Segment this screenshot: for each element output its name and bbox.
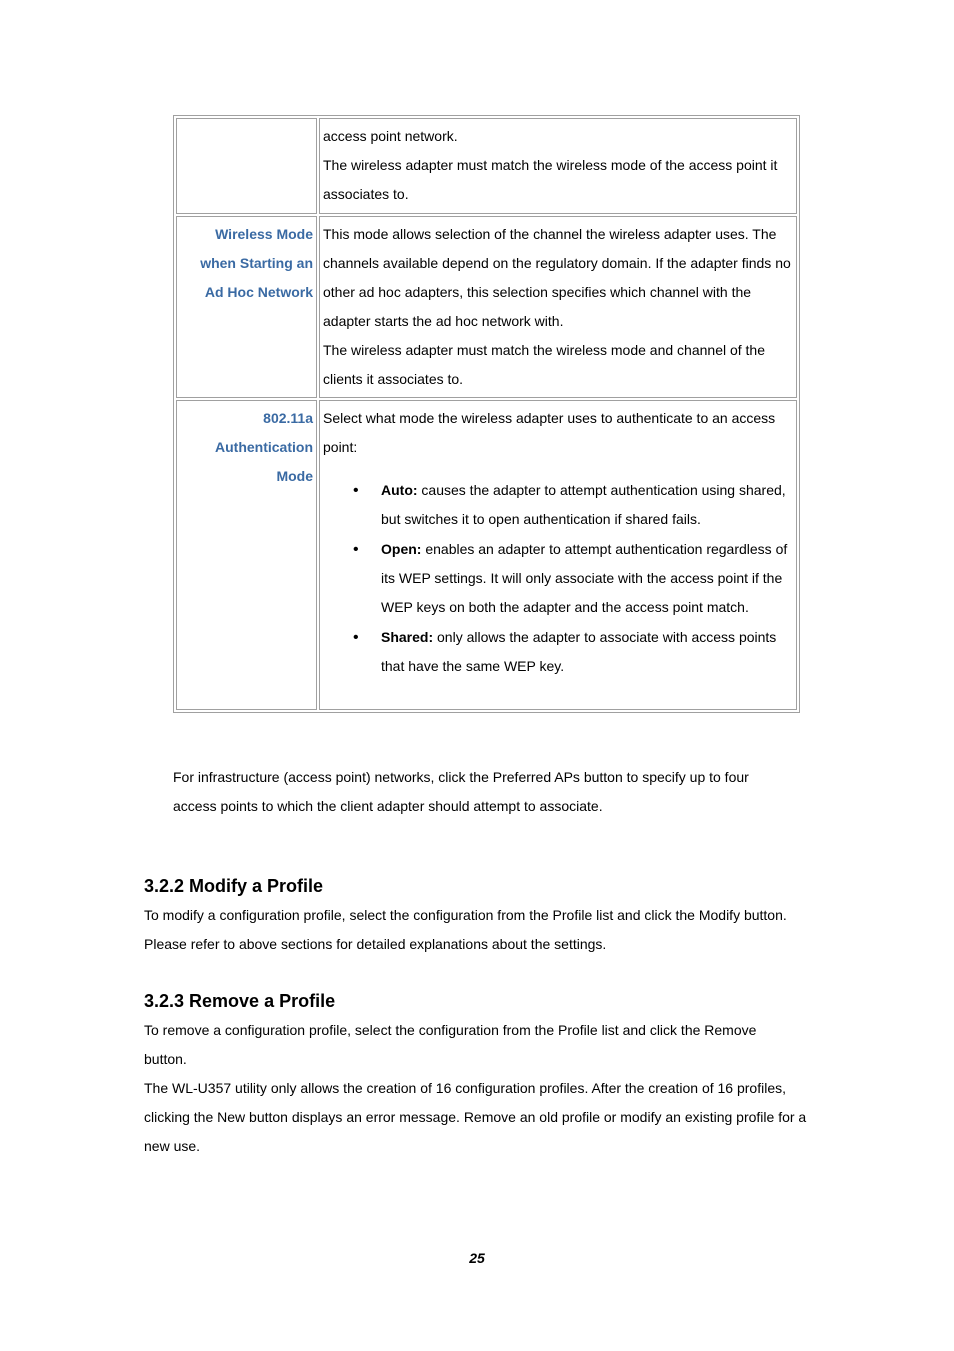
bullet-term: Open: xyxy=(381,541,422,557)
row-description xyxy=(319,118,797,214)
auth-mode-list xyxy=(323,476,793,681)
label-line: 802.11a xyxy=(263,410,313,426)
row-description xyxy=(319,400,797,710)
description-intro: Select what mode the wireless adapter uses to authenticate to an access point: xyxy=(323,410,776,455)
profile-limit-text: The WL-U357 utility only allows the creation of 16 configuration profiles. After the creation of 16 profiles, clicking the New button displays an error message. Remove an old profile or modify an existing profile for a new use. xyxy=(144,1080,807,1154)
description-paragraph: This mode allows selection of the channel the wireless adapter uses. The channels available depend on the regulatory domain. If the adapter finds no other ad hoc adapters, this selection specifies which channel with the adapter starts the ad hoc network with. xyxy=(323,226,791,329)
label-line: when Starting an xyxy=(200,255,313,271)
description-paragraph: The wireless adapter must match the wireless mode and channel of the clients it associates to. xyxy=(323,342,766,387)
row-label xyxy=(176,118,317,214)
bullet-text: only allows the adapter to associate with access points that have the same WEP key. xyxy=(381,629,777,674)
bullet-term: Shared: xyxy=(381,629,434,645)
description-paragraph: The wireless adapter must match the wireless mode of the access point it associates to. xyxy=(323,157,778,202)
table-row xyxy=(176,216,797,398)
list-item xyxy=(381,623,793,681)
bullet-text: causes the adapter to attempt authentication using shared, but switches it to open authentication if shared fails. xyxy=(381,482,786,527)
row-label-authentication-mode xyxy=(176,400,317,710)
modify-profile-text: To modify a configuration profile, select the configuration from the Profile list and click the Modify button. Please refer to above sections for detailed explanations about the settings. xyxy=(144,907,787,952)
table-row xyxy=(176,118,797,214)
page-number: 25 xyxy=(469,1250,485,1266)
label-line: Authentication xyxy=(215,439,313,455)
label-line: Mode xyxy=(276,468,313,484)
bullet-text: enables an adapter to attempt authentication regardless of its WEP settings. It will only associate with the access point if the WEP keys on both the adapter and the access point match. xyxy=(381,541,788,615)
remove-profile-text: To remove a configuration profile, select the configuration from the Profile list and click the Remove button. xyxy=(144,1022,757,1067)
table-row xyxy=(176,400,797,710)
section-heading-modify-profile: 3.2.2 Modify a Profile xyxy=(144,876,324,896)
label-line: Ad Hoc Network xyxy=(204,284,313,300)
list-item xyxy=(381,476,793,534)
settings-table xyxy=(173,115,800,713)
row-description xyxy=(319,216,797,398)
description-paragraph: access point network. xyxy=(323,128,458,144)
list-item xyxy=(381,535,793,622)
bullet-term: Auto: xyxy=(381,482,418,498)
section-heading-remove-profile: 3.2.3 Remove a Profile xyxy=(144,991,336,1011)
infrastructure-note: For infrastructure (access point) networks, click the Preferred APs button to specify up to four access points to which the client adapter should attempt to associate. xyxy=(173,769,749,814)
row-label-wireless-mode-adhoc xyxy=(176,216,317,398)
label-line: Wireless Mode xyxy=(215,226,313,242)
